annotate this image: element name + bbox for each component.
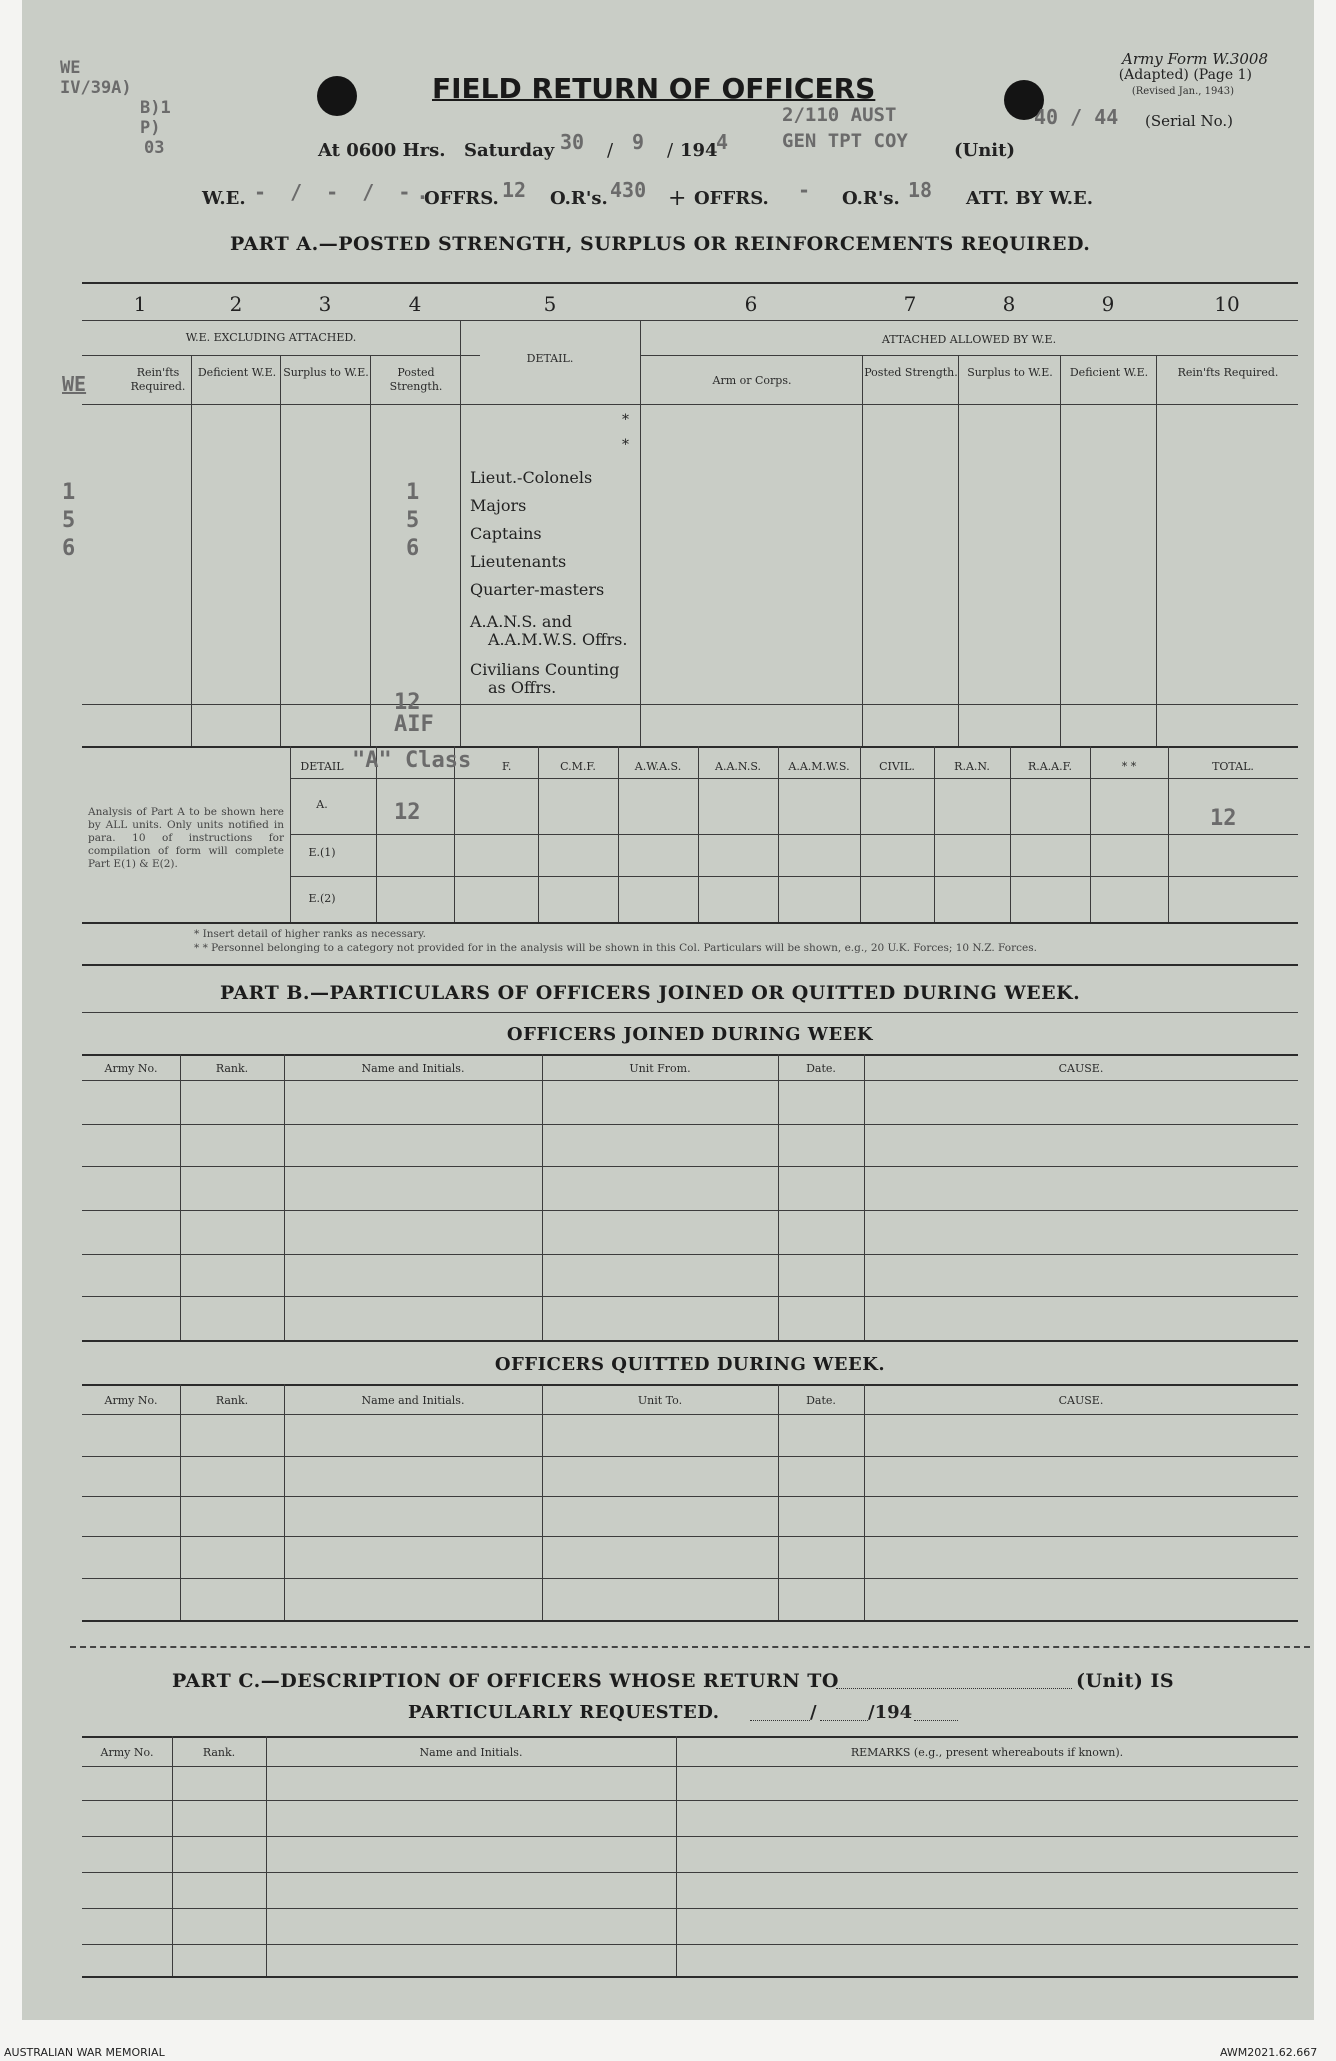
rule	[82, 1054, 1298, 1056]
reinfts-required-header: Rein'fts Required.	[130, 366, 186, 393]
corner-code-line: WE	[60, 58, 81, 78]
rule	[82, 1496, 1298, 1497]
row-label-e2: E.(2)	[308, 892, 336, 905]
corner-code-line: 03	[144, 138, 165, 158]
quitted-header: CAUSE.	[1058, 1394, 1104, 1407]
rank-civilians: Civilians Counting	[470, 660, 620, 679]
rule	[82, 746, 1298, 748]
posted-strength-header-2: Posted Strength.	[864, 366, 958, 379]
part-c-date-line	[750, 1720, 810, 1721]
quitted-header: Army No.	[104, 1394, 158, 1407]
posted-strength-header: Posted Strength.	[389, 366, 443, 393]
date-slash: /	[607, 140, 614, 161]
rank-as-offrs: as Offrs.	[488, 678, 557, 697]
row-label-e1: E.(1)	[308, 846, 336, 859]
analysis-header: A.A.N.S.	[715, 760, 761, 773]
date-month: 9	[632, 130, 645, 154]
offrs-label: OFFRS.	[424, 188, 499, 209]
rule	[82, 1976, 1298, 1978]
rule	[290, 746, 291, 922]
rule	[82, 1872, 1298, 1873]
rule	[82, 355, 480, 356]
rule	[82, 1578, 1298, 1579]
part-c-title-suffix: (Unit) IS	[1076, 1670, 1175, 1692]
rank-majors: Majors	[470, 496, 527, 515]
date-day: 30	[560, 130, 585, 154]
reinfts-required-header-2: Rein'fts Required.	[1177, 366, 1279, 379]
analysis-header: R.A.A.F.	[1027, 760, 1073, 773]
rule	[82, 1124, 1298, 1125]
rule	[82, 1800, 1298, 1801]
rule	[82, 1012, 1298, 1013]
rank-aans: A.A.N.S. and	[470, 612, 572, 631]
rule	[290, 778, 1298, 779]
rule	[82, 704, 1298, 705]
form-revised: (Revised Jan., 1943)	[1131, 86, 1234, 97]
offrs-value-2: -	[798, 178, 811, 202]
rule	[82, 1536, 1298, 1537]
rule	[82, 1296, 1298, 1297]
rule	[266, 1736, 267, 1976]
attached-allowed-header: ATTACHED ALLOWED BY W.E.	[881, 333, 1057, 346]
rank-lieutenants: Lieutenants	[470, 552, 567, 571]
column-number: 10	[1214, 292, 1240, 316]
ors-label: O.R's.	[550, 188, 608, 209]
day-label: Saturday	[464, 140, 555, 161]
rule	[82, 1166, 1298, 1167]
analysis-header: A.A.M.W.S.	[788, 760, 850, 773]
unit-label: (Unit)	[954, 140, 1015, 161]
footer-left: AUSTRALIAN WAR MEMORIAL	[4, 2046, 165, 2059]
we-label: W.E.	[202, 188, 246, 209]
detail-header: DETAIL.	[526, 352, 574, 365]
joined-header: CAUSE.	[1058, 1062, 1104, 1075]
rule	[82, 1456, 1298, 1457]
rule	[542, 1054, 543, 1340]
analysis-detail-header: DETAIL	[300, 760, 344, 773]
column-number: 7	[903, 292, 917, 316]
deficient-header-2: Deficient W.E.	[1069, 366, 1149, 379]
part-c-header: REMARKS (e.g., present whereabouts if known).	[850, 1746, 1124, 1759]
form-title: FIELD RETURN OF OFFICERS	[432, 72, 876, 105]
date-year-suffix: 4	[716, 130, 729, 154]
rank-quarter-masters: Quarter-masters	[470, 580, 605, 599]
part-c-date-line	[914, 1720, 958, 1721]
rule	[290, 834, 1298, 835]
part-c-line2: PARTICULARLY REQUESTED.	[408, 1702, 720, 1723]
analysis-header: A.W.A.S.	[634, 760, 682, 773]
ors-value: 430	[610, 178, 647, 202]
analysis-header: CIVIL.	[879, 760, 915, 773]
serial-label: (Serial No.)	[1145, 112, 1233, 130]
margin-value: 1	[62, 480, 76, 505]
a-class-value: 12	[394, 800, 421, 825]
rank-aamws: A.A.M.W.S. Offrs.	[488, 630, 628, 649]
column-number: 3	[318, 292, 332, 316]
rule	[82, 1210, 1298, 1211]
posted-value: 6	[406, 536, 420, 561]
rule	[370, 356, 371, 746]
analysis-header: C.M.F.	[560, 760, 596, 773]
rule	[82, 1944, 1298, 1945]
rule	[864, 1384, 865, 1620]
column-number: 1	[133, 292, 147, 316]
rule	[172, 1736, 173, 1976]
part-c-header: Rank.	[202, 1746, 236, 1759]
plus-sign: +	[668, 186, 687, 211]
rule	[640, 320, 641, 746]
joined-title: OFFICERS JOINED DURING WEEK	[506, 1024, 874, 1045]
a-class-stamp: "A" Class	[352, 748, 472, 773]
corner-code-line: B)1	[140, 98, 171, 118]
surplus-header-2: Surplus to W.E.	[967, 366, 1053, 379]
joined-header: Army No.	[104, 1062, 158, 1075]
rule	[1156, 356, 1157, 746]
rule	[82, 1384, 1298, 1386]
rule	[862, 356, 863, 746]
part-c-unit-line	[836, 1688, 1072, 1689]
corner-code-line: IV/39A)	[60, 78, 132, 98]
total-value: 12	[1210, 806, 1237, 831]
unit-line-2: GEN TPT COY	[782, 130, 908, 152]
surplus-header: Surplus to W.E.	[283, 366, 369, 379]
column-number: 4	[408, 292, 422, 316]
rule	[864, 1054, 865, 1340]
part-b-title: PART B.—PARTICULARS OF OFFICERS JOINED OR QUITTED DURING WEEK.	[220, 982, 1081, 1004]
rule	[640, 355, 1298, 356]
time-label: At 0600 Hrs.	[318, 140, 446, 161]
footnote-2: * * Personnel belonging to a category not provided for in the analysis will be shown in this Col. Particulars will be shown, e.g., 20 U.K. Forces; 10 N.Z. Forces.	[194, 942, 1037, 954]
analysis-header: TOTAL.	[1212, 760, 1254, 773]
rule	[180, 1384, 181, 1620]
rule	[82, 1908, 1298, 1909]
quitted-header: Date.	[806, 1394, 836, 1407]
rule	[82, 922, 1298, 924]
margin-value: 5	[62, 508, 76, 533]
rule	[676, 1736, 677, 1976]
we-values: - / - / -.	[254, 180, 435, 204]
rank-captains: Captains	[470, 524, 542, 543]
rule	[180, 1054, 181, 1340]
rule	[778, 1054, 779, 1340]
rule	[284, 1384, 285, 1620]
punch-hole-left	[317, 76, 357, 116]
rule	[778, 1384, 779, 1620]
quitted-header: Rank.	[215, 1394, 249, 1407]
we-stamp: WE	[62, 372, 87, 396]
footer-right: AWM2021.62.667	[1220, 2046, 1318, 2059]
rule	[280, 356, 281, 746]
column-number: 9	[1101, 292, 1115, 316]
deficient-header: Deficient W.E.	[197, 366, 277, 379]
rule	[82, 1736, 1298, 1738]
posted-value: 5	[406, 508, 420, 533]
we-excluding-header: W.E. EXCLUDING ATTACHED.	[185, 331, 357, 344]
offrs-label-2: OFFRS.	[694, 188, 769, 209]
arm-corps-header: Arm or Corps.	[712, 374, 792, 387]
rule	[460, 320, 461, 746]
quitted-header: Name and Initials.	[361, 1394, 465, 1407]
rule	[82, 1340, 1298, 1342]
corner-code-line: P)	[140, 118, 161, 138]
att-label: ATT. BY W.E.	[966, 188, 1094, 209]
margin-value: 6	[62, 536, 76, 561]
rule	[82, 1766, 1298, 1767]
analysis-f-tail: F.	[502, 760, 512, 773]
rule	[191, 356, 192, 746]
asterisk: *	[622, 412, 629, 428]
part-a-title: PART A.—POSTED STRENGTH, SURPLUS OR REINFORCEMENTS REQUIRED.	[230, 233, 1091, 255]
rule	[82, 404, 1298, 405]
rule	[82, 320, 1298, 321]
rank-lieut-colonels: Lieut.-Colonels	[470, 468, 593, 487]
column-number: 5	[543, 292, 557, 316]
rule	[284, 1054, 285, 1340]
part-c-date-line	[820, 1720, 868, 1721]
rule	[1060, 356, 1061, 746]
posted-value: 1	[406, 480, 420, 505]
column-number: 2	[229, 292, 243, 316]
posted-total: 12	[394, 690, 421, 715]
ors-label-2: O.R's.	[842, 188, 900, 209]
date-slash: /	[810, 1702, 817, 1723]
quitted-header: Unit To.	[637, 1394, 683, 1407]
rule	[82, 1080, 1298, 1081]
part-c-header: Army No.	[100, 1746, 154, 1759]
quitted-title: OFFICERS QUITTED DURING WEEK.	[494, 1354, 886, 1375]
joined-header: Name and Initials.	[361, 1062, 465, 1075]
rule	[82, 1414, 1298, 1415]
rule	[82, 1620, 1298, 1622]
form-adapted: (Adapted) (Page 1)	[1118, 67, 1252, 83]
row-label-a: A.	[316, 798, 328, 811]
rule	[82, 282, 1298, 284]
rule	[542, 1384, 543, 1620]
joined-header: Rank.	[215, 1062, 249, 1075]
date-year-prefix: 194	[680, 140, 718, 161]
part-c-header: Name and Initials.	[419, 1746, 523, 1759]
joined-header: Date.	[806, 1062, 836, 1075]
column-number: 6	[744, 292, 758, 316]
date-slash: /	[667, 140, 674, 161]
tear-line	[70, 1646, 1310, 1648]
rule	[958, 356, 959, 746]
aif-stamp: AIF	[394, 712, 434, 737]
serial-number: 40 / 44	[1034, 105, 1119, 129]
part-c-title: PART C.—DESCRIPTION OF OFFICERS WHOSE RETURN TO	[172, 1670, 839, 1692]
column-number: 8	[1002, 292, 1016, 316]
form-sheet	[22, 0, 1314, 2020]
rule	[82, 964, 1298, 966]
analysis-header: R.A.N.	[954, 760, 990, 773]
corner-code	[60, 58, 171, 158]
rule	[290, 876, 1298, 877]
rule	[82, 1836, 1298, 1837]
joined-header: Unit From.	[629, 1062, 691, 1075]
footnote-1: * Insert detail of higher ranks as necessary.	[194, 928, 426, 940]
analysis-note: Analysis of Part A to be shown here by ALL units. Only units notified in para. 10 of instructions for compilation of form will complete Part E(1) & E(2).	[88, 806, 284, 870]
analysis-header: * *	[1121, 760, 1137, 773]
rule	[82, 1254, 1298, 1255]
asterisk: *	[622, 437, 629, 453]
offrs-value: 12	[502, 178, 527, 202]
army-form-number: Army Form W.3008	[1122, 50, 1268, 68]
unit-line-1: 2/110 AUST	[782, 104, 897, 126]
ors-value-2: 18	[908, 178, 933, 202]
part-c-date-tail: /194	[868, 1702, 913, 1723]
